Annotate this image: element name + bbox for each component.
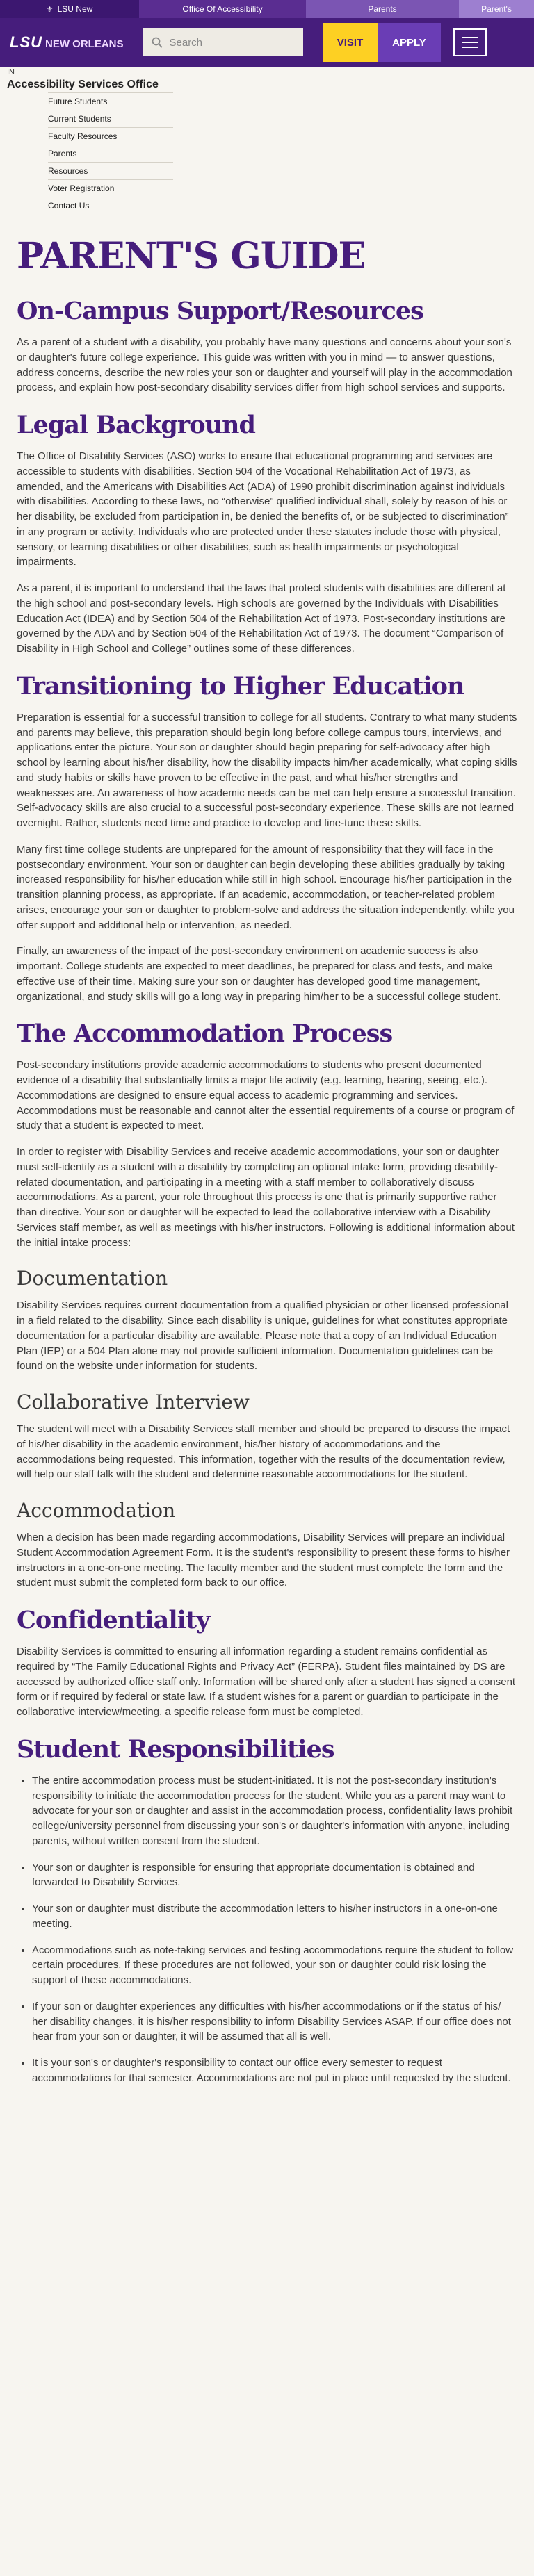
- subsection-heading-interview: Collaborative Interview: [17, 1390, 250, 1413]
- list-item: • The entire accommodation process must be student-initiated. It is not the post-secondary institution's responsibility to initiate the accommodation process for the student. While you as a parent may want to advocate for your son or daughter and assist in the accommodation process, confidentiality laws prohibit college/university personnel from discussing your son's or daughter's information with anyone, including parents, without written consent from the student.: [32, 1773, 517, 1849]
- list-item: • Your son or daughter must distribute the accommodation letters to his/her instructors in a one-on-one meeting.: [32, 1901, 517, 1932]
- section-heading-oncampus: On-Campus Support/Resources: [17, 297, 423, 325]
- paragraph: As a parent of a student with a disability, you probably have many questions and concerns about your son's or daughter's future college experience. This guide was written with you in mind — to answer questions, address concerns, describe the new roles your son or daughter and yourself will play in the accommodation process, and explain how post-secondary disability services differ from high school services and supports.: [17, 336, 512, 394]
- section-heading-responsibilities: Student Responsibilities: [17, 1734, 334, 1764]
- responsibilities-list: [32, 1773, 517, 2086]
- nav-contact-us[interactable]: Contact Us: [48, 197, 173, 214]
- section-heading-legal: Legal Background: [17, 411, 255, 439]
- utility-link-office[interactable]: [139, 0, 306, 18]
- utility-link-parents-guide[interactable]: [459, 0, 534, 18]
- apply-button[interactable]: APPLY: [378, 23, 441, 62]
- paragraph: As a parent, it is important to understand that the laws that protect students with disabilities are different at the high school and post-secondary levels. High schools are governed by the Individuals with Disabilities Education Act (IDEA) and by Section 504 of the Rehabilitation Act of 1973. Post-secondary institutions are governed by the ADA and by Section 504 of the Rehabilitation Act of 1973. The document “Comparison of Disability in High School and College” outlines some of these differences.: [17, 582, 506, 655]
- section-heading-process: The Accommodation Process: [17, 1019, 393, 1049]
- list-item: • Accommodations such as note-taking services and testing accommodations require the student to follow certain procedures. If these procedures are not followed, your son or daughter could risk losing the support of these accommodations.: [32, 1943, 517, 1988]
- utility-link-lsu-new[interactable]: [0, 0, 139, 18]
- main-content: [0, 235, 534, 2118]
- list-item: • It is your son's or daughter's responsibility to contact our office every semester to request accommodations for that semester. Accommodations are not put in place until requested by the student.: [32, 2056, 517, 2086]
- paragraph: Disability Services requires current documentation from a qualified physician or other licensed professional in a field related to the disability. Since each disability is unique, guidelines for what constitutes appropriate documentation for a particular disability are available. Please note that a copy of an Individual Education Plan (IEP) or a 504 Plan alone may not provide sufficient information. Documentation guidelines can be found on the website under information for students.: [17, 1299, 509, 1372]
- paragraph: Preparation is essential for a successful transition to college for all students. Contrary to what many students and parents may believe, this preparation should begin long before college campus tours, interviews, and applications enter the picture. Your son or daughter should begin preparing for self-advocacy after high school by learning about his/her disability, how the disability impacts him/her academically, what coping skills and study habits or skills have proven to be effective in the past, and what his/her strengths and weaknesses are. An awareness of how academic needs can be met can help ensure a successful transition. Self-advocacy skills are also crucial to a successful post-secondary experience. These skills are not learned overnight. Rather, students need time and practice to develop and fine-tune these skills.: [17, 711, 517, 829]
- paragraph: When a decision has been made regarding accommodations, Disability Services will prepare an individual Student Accommodation Agreement Form. It is the student's responsibility to present these forms to his/her instructors in a one-on-one meeting. The faculty member and the student must complete the form and the student must submit the completed form back to our office.: [17, 1532, 510, 1589]
- section-heading-transition: Transitioning to Higher Education: [17, 671, 464, 700]
- section-tag: IN: [7, 68, 15, 76]
- nav-resources[interactable]: Resources: [48, 162, 173, 179]
- site-subheader: [0, 67, 534, 214]
- paragraph: In order to register with Disability Services and receive academic accommodations, your son or daughter must self-identify as a student with a disability by completing an optional intake form, providing disability-related documentation, and participating in a meeting with a staff member to collaboratively discuss accommodations. As a parent, your role throughout this process is one that is primarily supportive rather than directive. Your son or daughter will be expected to lead the collaborative interview with a Disability Services staff member, as well as meetings with his/her instructors. Following is additional information about the initial intake process:: [17, 1146, 515, 1249]
- paragraph: Disability Services is committed to ensuring all information regarding a student remains confidential as required by “The Family Educational Rights and Privacy Act” (FERPA). Student files maintained by DS are accessed by authorized office staff only. Information will be shared only after a student has signed a consent form or if required by federal or state law. If a student wishes for a parent or guardian to participate in the collaborative interview/meeting, a specific release form must be completed.: [17, 1646, 516, 1718]
- logo-campus-text: NEW ORLEANS: [45, 38, 124, 50]
- nav-current-students[interactable]: Current Students: [48, 110, 173, 127]
- section-heading-confidentiality: Confidentiality: [17, 1606, 210, 1634]
- page-title: PARENT'S GUIDE: [17, 235, 366, 277]
- subsection-heading-documentation: Documentation: [17, 1267, 168, 1290]
- search-placeholder: Search: [169, 36, 203, 49]
- nav-voter-registration[interactable]: Voter Registration: [48, 179, 173, 197]
- visit-button[interactable]: VISIT: [323, 23, 378, 62]
- list-item: • Your son or daughter is responsible for ensuring that appropriate documentation is obtained and forwarded to Disability Services.: [32, 1860, 517, 1891]
- site-title[interactable]: Accessibility Services Office: [7, 79, 159, 90]
- nav-parents[interactable]: Parents: [48, 145, 173, 162]
- utility-link-parents[interactable]: [306, 0, 459, 18]
- lsu-logo[interactable]: [10, 33, 124, 51]
- list-item: • If your son or daughter experiences any difficulties with his/her accommodations or if the status of his/ her disability changes, it is his/her responsibility to inform Disability Services ASAP. If our office does not hear from your son or daughter, it will be assumed that all is well.: [32, 1999, 517, 2044]
- logo-lsu-text: LSU: [10, 33, 42, 51]
- paragraph: The Office of Disability Services (ASO) works to ensure that educational programming and services are accessible to students with disabilities. Section 504 of the Vocational Rehabilitation Act of 1973, as amended, and the Americans with Disabilities Act (ADA) of 1990 prohibit discrimination against individuals with disabilities. According to these laws, no “otherwise” qualified individual shall, solely by reason of his or her disability, be excluded from participation in, be denied the benefits of, or be subjected to discrimination” in any program or activity. Individuals who are protected under these statutes include those with physical, sensory, or learning disabilities or other disabilities, such as health impairments or psychological impairments.: [17, 450, 509, 568]
- utility-link-label: Parents: [368, 4, 397, 14]
- fleur-de-lis-icon: ⚜: [46, 5, 54, 14]
- subsection-heading-accommodation: Accommodation: [17, 1499, 176, 1522]
- nav-faculty-resources[interactable]: Faculty Resources: [48, 127, 173, 145]
- search-icon: [152, 37, 163, 48]
- paragraph: Finally, an awareness of the impact of the post-secondary environment on academic success is also important. College students are expected to meet deadlines, be prepared for class and tests, and make effective use of their time. Making sure your son or daughter has developed good time management, organizational, and study skills will go a long way in preparing him/her to be a successful college student.: [17, 945, 501, 1003]
- nav-future-students[interactable]: Future Students: [48, 92, 173, 110]
- utility-link-label: LSU New: [57, 4, 93, 14]
- site-nav: [42, 92, 527, 214]
- menu-hamburger-icon[interactable]: [453, 28, 487, 56]
- search-box[interactable]: [143, 28, 303, 56]
- paragraph: The student will meet with a Disability Services staff member and should be prepared to discuss the impact of his/her disability in the academic environment, his/her history of accommodations and the accommodations being requested. This information, together with the results of the documentation review, will help our staff talk with the student and determine reasonable accommodations for the student.: [17, 1423, 510, 1481]
- utility-link-label: Office Of Accessibility: [182, 4, 263, 14]
- utility-bar: [0, 0, 534, 18]
- utility-link-label: Parent's: [481, 4, 512, 14]
- site-header: [0, 18, 534, 67]
- paragraph: Many first time college students are unprepared for the amount of responsibility that they will face in the postsecondary environment. Your son or daughter can begin developing these abilities gradually by taking increased responsibility for his/her education while still in high school. Encourage his/her participation in the transition planning process, as appropriate. If an academic, accommodation, or teacher-related problem arises, encourage your son or daughter to problem-solve and address the situation independently, while you offer support and additional help or intervention, as needed.: [17, 843, 515, 931]
- paragraph: Post-secondary institutions provide academic accommodations to students who present documented evidence of a disability that substantially limits a major life activity (e.g. learning, hearing, seeing, etc.). Accommodations are designed to ensure equal access to academic programming and services. Accommodations must be reasonable and cannot alter the essential requirements of a course or program of study that a student is expected to meet.: [17, 1059, 515, 1132]
